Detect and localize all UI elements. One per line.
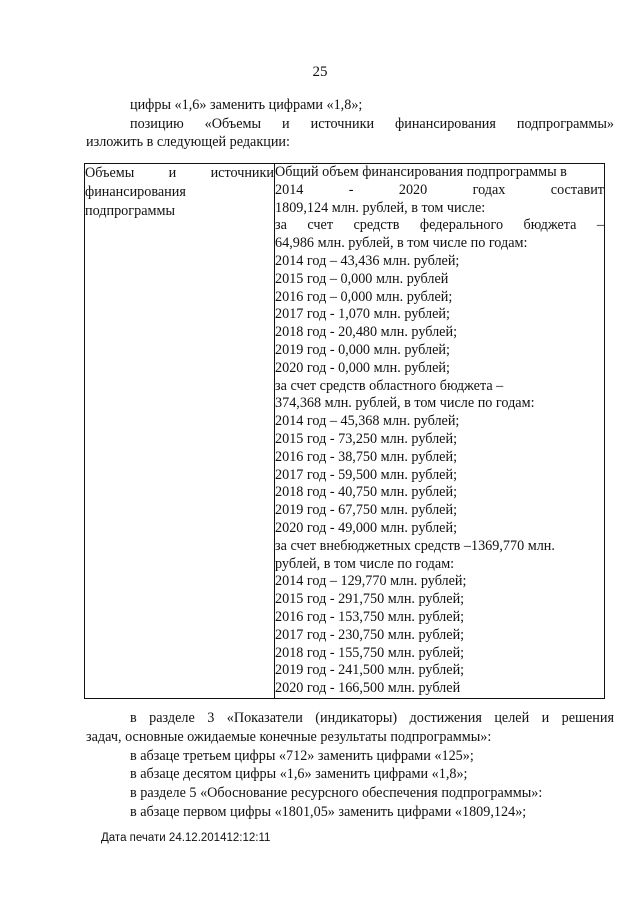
value-line: 2015 год - 291,750 млн. рублей; [275,591,465,608]
financing-row [85,164,605,699]
value-line: 374,368 млн. рублей, в том числе по годам: [275,395,535,412]
value-line: 2020 год - 49,000 млн. рублей; [275,519,458,536]
value-line: 2019 год - 0,000 млн. рублей; [275,341,450,358]
label-line-3: подпрограммы [85,203,175,219]
intro-text [86,96,614,152]
value-line: 2014 год – 129,770 млн. рублей; [275,573,467,590]
intro-line-2: позицию «Объемы и источники финансирования подпрограммы» [130,115,614,132]
value-line: Общий объем финансирования подпрограммы в [275,164,567,180]
value-line: 2015 год – 0,000 млн. рублей [275,270,449,287]
intro-line-1: цифры «1,6» заменить цифрами «1,8»; [130,97,363,113]
financing-label-cell [85,164,275,699]
value-line: 2020 год - 166,500 млн. рублей [275,680,461,697]
value-line: 2019 год - 241,500 млн. рублей; [275,662,465,679]
amendment-line: в абзаце десятом цифры «1,6» заменить цифрами «1,8»; [130,766,468,783]
value-line: 2020 год - 0,000 млн. рублей; [275,359,450,376]
amendment-line: задач, основные ожидаемые конечные результаты подпрограммы»: [86,728,492,745]
value-line: 2018 год - 20,480 млн. рублей; [275,324,458,341]
label-line-2: финансирования [85,184,186,200]
amendments-text [86,709,614,822]
value-line: 2015 год - 73,250 млн. рублей; [275,430,458,447]
value-line: 2016 год - 38,750 млн. рублей; [275,448,458,465]
value-line: за счет внебюджетных средств –1369,770 млн. [275,537,555,554]
financing-value-cell [275,164,605,699]
print-date-footer: Дата печати 24.12.201412:12:11 [101,832,271,844]
value-line: 64,986 млн. рублей, в том числе по годам: [275,235,528,252]
value-line: 2018 год - 40,750 млн. рублей; [275,484,458,501]
value-line: 2014 год – 43,436 млн. рублей; [275,252,460,269]
value-line: 2017 год - 59,500 млн. рублей; [275,466,458,483]
value-line: 2018 год - 155,750 млн. рублей; [275,644,465,661]
value-line: рублей, в том числе по годам: [275,555,455,572]
intro-line-3: изложить в следующей редакции: [86,134,290,151]
value-line: 2017 год - 1,070 млн. рублей; [275,306,450,323]
amendment-line: в разделе 3 «Показатели (индикаторы) достижения целей и решения [130,710,614,726]
label-line-1: Объемы и источники [85,165,274,181]
value-line: 1809,124 млн. рублей, в том числе: [275,199,486,216]
value-line: 2014 год – 45,368 млн. рублей; [275,413,460,430]
financing-table [84,163,605,699]
value-line: 2017 год - 230,750 млн. рублей; [275,626,465,643]
value-line: 2014 - 2020 годах составит [275,181,604,198]
page-number: 25 [312,64,328,80]
value-line: 2016 год – 0,000 млн. рублей; [275,288,453,305]
value-line: за счет средств областного бюджета – [275,377,504,394]
amendment-line: в абзаце первом цифры «1801,05» заменить цифрами «1809,124»; [130,803,527,820]
amendment-line: в разделе 5 «Обоснование ресурсного обеспечения подпрограммы»: [130,785,543,802]
value-line: за счет средств федерального бюджета – [275,217,604,234]
amendment-line: в абзаце третьем цифры «712» заменить цифрами «125»; [130,747,474,764]
value-line: 2016 год - 153,750 млн. рублей; [275,608,465,625]
value-line: 2019 год - 67,750 млн. рублей; [275,502,458,519]
